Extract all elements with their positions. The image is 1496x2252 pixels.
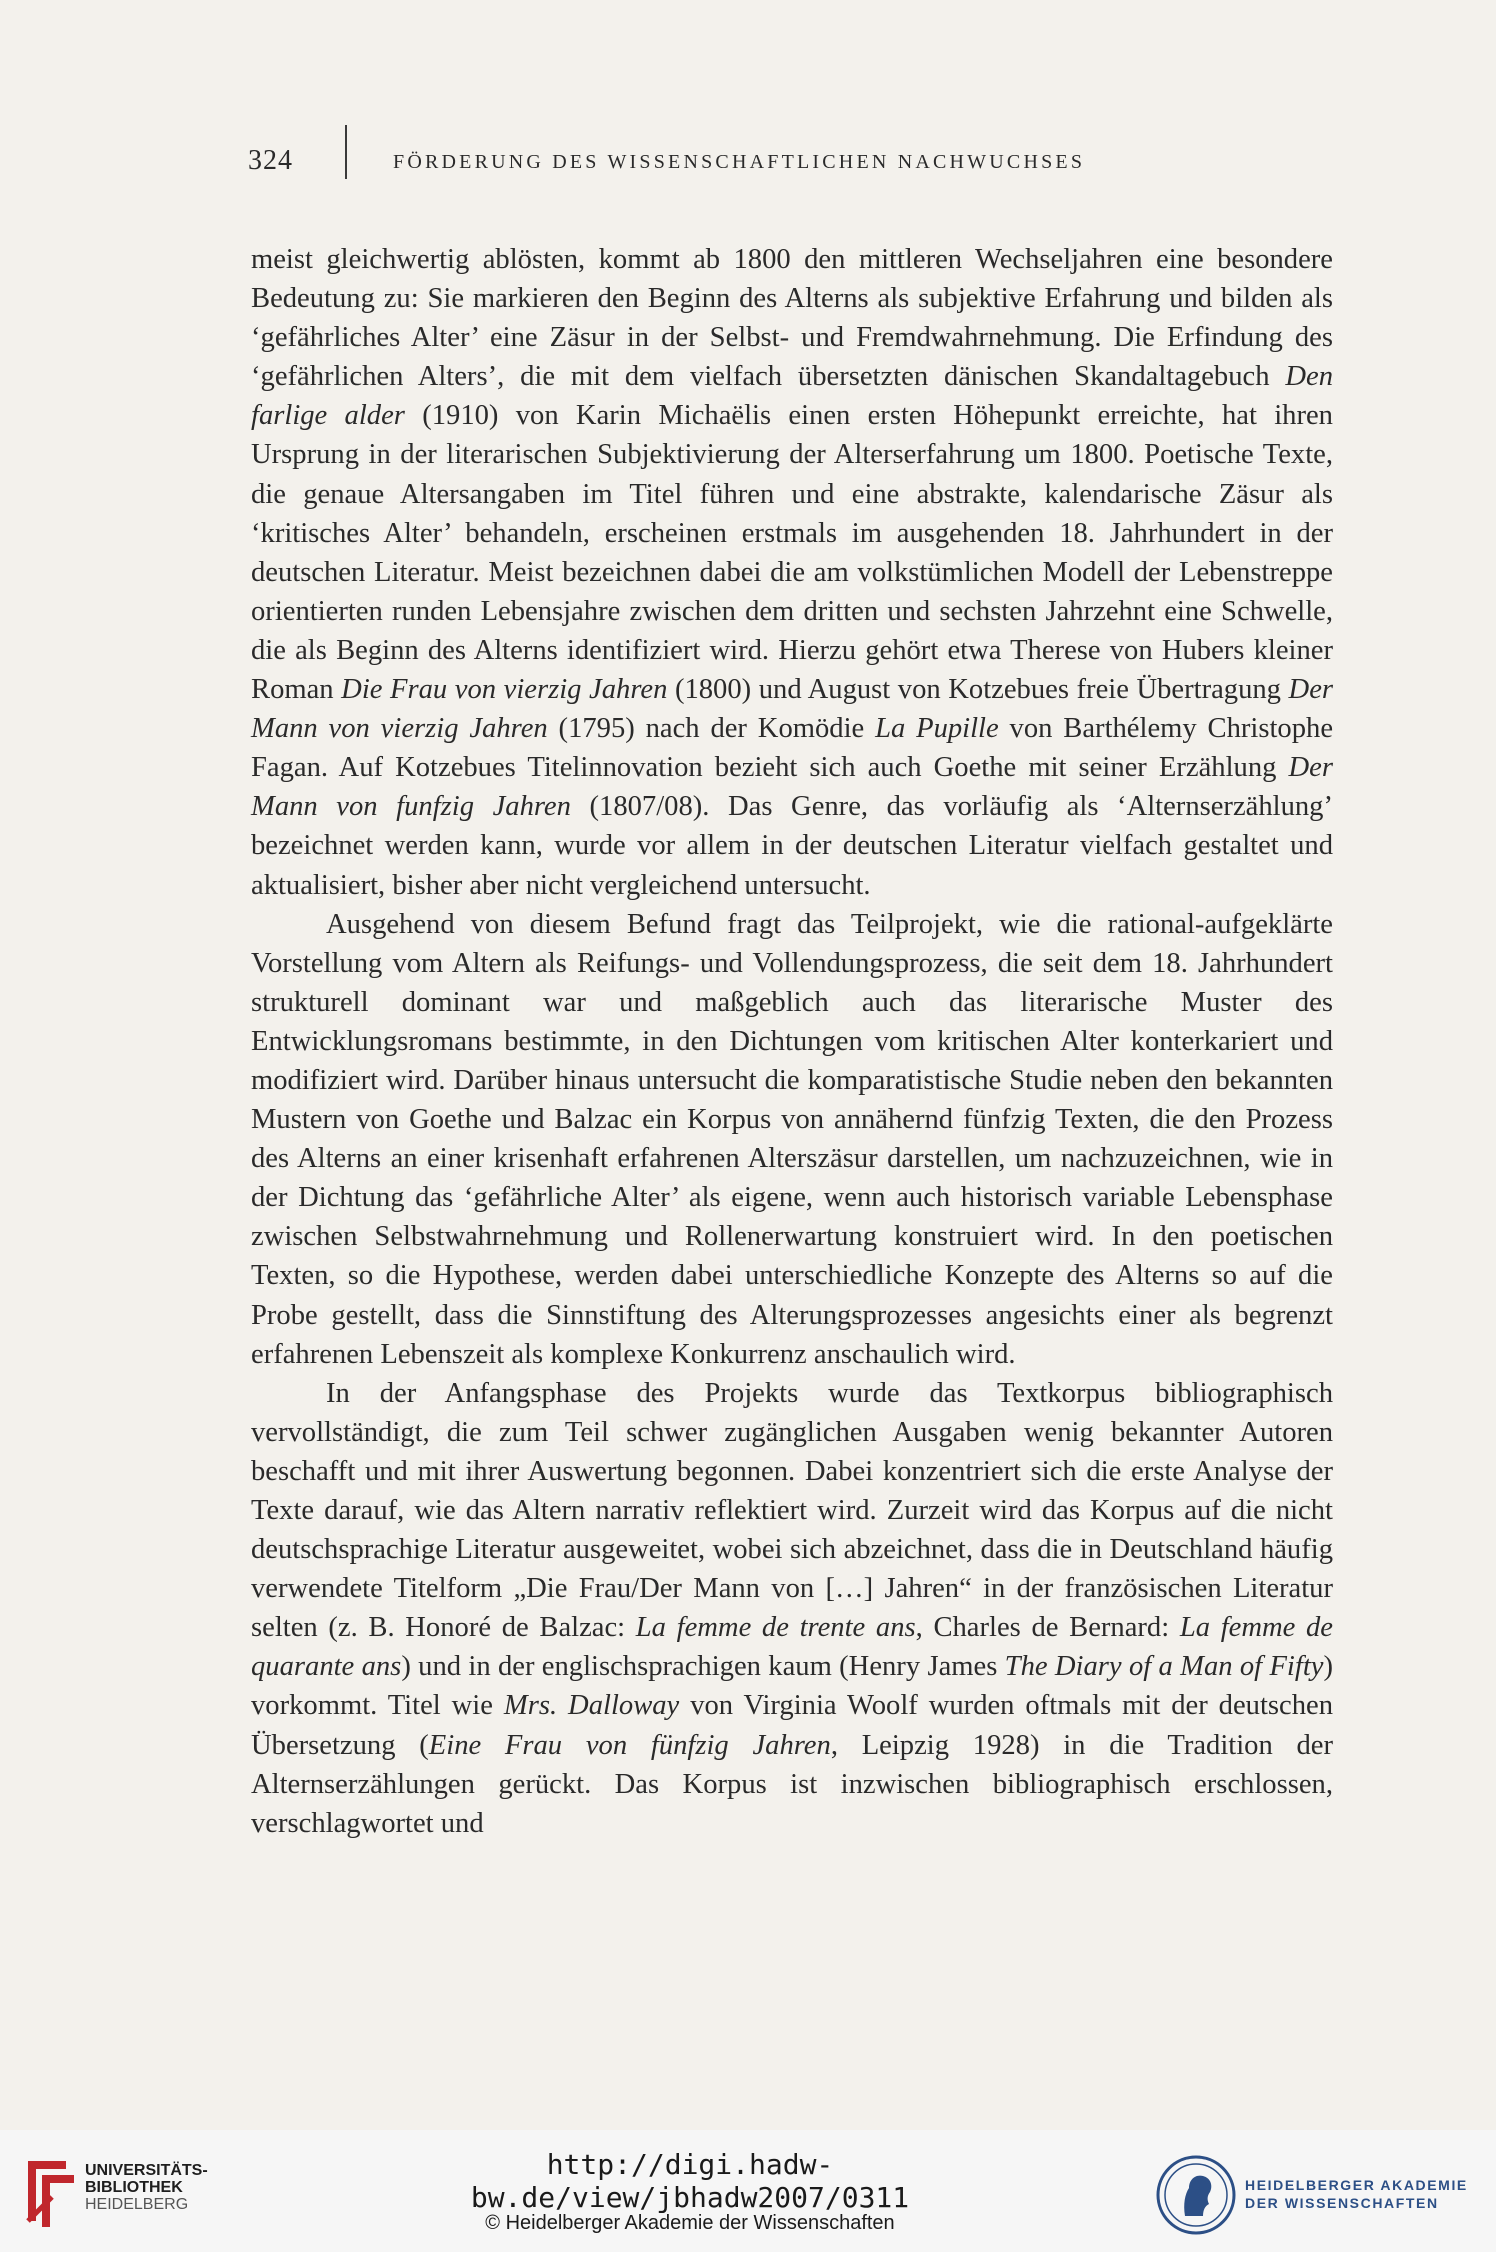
text-run: In der Anfangsphase des Projekts wurde das Textkorpus bibliographisch vervollständigt, die zum Teil schwer zugänglichen Ausgaben wenig bekannter Autoren beschafft und mit ihrer Auswertung begonnen. Dabei konzentriert sich die erste Analyse der Texte darauf, wie das Altern narrativ reflektiert wird. Zurzeit wird das Korpus auf die nicht deutschsprachige Literatur ausgeweitet, wobei sich abzeichnet, dass die in Deutschland häufig verwendete Titelform „Die Frau/Der Mann von […] Jahren“ in der französischen Literatur selten (z. B. Honoré de Balzac: <box>251 1377 1333 1644</box>
text-run: (1910) von Karin Michaëlis einen ersten Höhepunkt erreichte, hat ihren Ursprung in der literarischen Subjektivierung der Alterserfahrung um 1800. Poetische Texte, die genaue Altersangaben im Titel führen und eine abstrakte, kalendarische Zäsur als ‘kritisches Alter’ behandeln, erscheinen erstmals im ausgehenden 18. Jahrhundert in der deutschen Literatur. Meist bezeichnen dabei die am volkstümlichen Modell der Lebenstreppe orientierten runden Lebensjahre zwischen dem dritten und sechsten Jahrzehnt eine Schwelle, die als Beginn des Alterns identifiziert wird. Hierzu gehört etwa Therese von Hubers kleiner Roman <box>251 400 1333 706</box>
permalink-url[interactable]: http://digi.hadw-bw.de/view/jbhadw2007/0311 <box>470 2148 910 2214</box>
paragraph-1 <box>251 240 1333 905</box>
italic-title: The Diary of a Man of Fifty <box>1004 1651 1324 1683</box>
text-run: ) und in der englischsprachigen kaum (Henry James <box>401 1651 1005 1683</box>
text-run: , Charles de Bernard: <box>915 1612 1180 1644</box>
italic-title: La femme de quarante ans <box>251 1612 1333 1683</box>
library-name-line-3: HEIDELBERG <box>85 2196 189 2213</box>
italic-title: Mrs. Dalloway <box>503 1690 680 1722</box>
body-text <box>251 240 1333 1843</box>
academy-name <box>1245 2176 1468 2212</box>
paragraph-3 <box>251 1374 1333 1843</box>
text-run: von Virginia Woolf wurden oftmals mit der deutschen Übersetzung ( <box>251 1690 1334 1761</box>
italic-title: Der Mann von vierzig Jahren <box>251 674 1334 745</box>
academy-seal-icon <box>1155 2154 1237 2236</box>
text-run: (1800) und August von Kotzebues freie Übertragung <box>667 674 1289 706</box>
text-run: ) vorkommt. Titel wie <box>251 1651 1333 1722</box>
library-name-line-2: BIBLIOTHEK <box>85 2179 183 2196</box>
italic-title: Eine Frau von fünfzig Jahren <box>428 1729 831 1761</box>
library-name-line-1: UNIVERSITÄTS- <box>85 2162 208 2179</box>
text-run: von Barthélemy Christophe Fagan. Auf Kotzebues Titelinnovation bezieht sich auch Goethe mit seiner Erzählung <box>251 713 1334 784</box>
academy-name-line-2: DER WISSENSCHAFTEN <box>1245 2195 1439 2211</box>
page-number: 324 <box>248 145 293 176</box>
text-run: Ausgehend von diesem Befund fragt das Teilprojekt, wie die rational-aufgeklärte Vorstellung vom Altern als Reifungs- und Vollendungsprozess, die seit dem 18. Jahrhundert strukturell dominant war und maßgeblich auch das literarische Muster des Entwicklungsromans bestimmte, in den Dichtungen vom kritischen Alter konterkariert und modifiziert wird. Darüber hinaus untersucht die komparatistische Studie neben den bekannten Mustern von Goethe und Balzac ein Korpus von annähernd fünfzig Texten, die den Prozess des Alterns an einer krisenhaft erfahrenen Alterszäsur darstellen, um nachzuzeichnen, wie in der Dichtung das ‘gefährliche Alter’ als eigene, wenn auch historisch variable Lebensphase zwischen Selbstwahrnehmung und Rollenerwartung konstruiert wird. In den poetischen Texten, so die Hypothese, werden dabei unterschiedliche Konzepte des Alterns so auf die Probe gestellt, dass die Sinnstiftung des Alterungsprozesses angesichts einer als begrenzt erfahrenen Lebenszeit als komplexe Konkurrenz anschaulich wird. <box>251 908 1333 1370</box>
text-run: meist gleichwertig ablösten, kommt ab 1800 den mittleren Wechseljahren eine besondere Bedeutung zu: Sie markieren den Beginn des Alterns als subjektive Erfahrung und bilden als ‘gefährliches Alter’ eine Zäsur in der Selbst- und Fremdwahrnehmung. Die Erfindung des ‘gefährlichen Alters’, die mit dem vielfach übersetzten dänischen Skandaltagebuch <box>251 244 1333 393</box>
italic-title: Der Mann von funfzig Jahren <box>251 752 1333 823</box>
running-head: FÖRDERUNG DES WISSENSCHAFTLICHEN NACHWUCHSES <box>393 151 1086 173</box>
italic-title: La Pupille <box>875 713 999 745</box>
header-divider <box>345 125 347 179</box>
text-run: , Leipzig 1928) in die Tradition der Alternserzählungen gerückt. Das Korpus ist inzwischen bibliographisch erschlossen, verschlagwortet und <box>251 1729 1334 1839</box>
text-run: (1795) nach der Komödie <box>547 713 876 745</box>
page-header <box>248 145 1338 185</box>
italic-title: La femme de trente ans <box>635 1612 916 1644</box>
university-library-name <box>85 2162 208 2213</box>
paragraph-2 <box>251 905 1333 1374</box>
italic-title: Den farlige alder <box>251 361 1333 432</box>
italic-title: Die Frau von vierzig Jahren <box>341 674 668 706</box>
footer-bar <box>0 2130 1496 2252</box>
text-run: (1807/08). Das Genre, das vorläufig als ‘Alternserzählung’ bezeichnet werden kann, wurde vor allem in der deutschen Literatur vielfach gestaltet und aktualisiert, bisher aber nicht vergleichend untersucht. <box>251 791 1333 901</box>
academy-name-line-1: HEIDELBERGER AKADEMIE <box>1245 2177 1468 2193</box>
copyright-notice: © Heidelberger Akademie der Wissenschaften <box>485 2212 895 2234</box>
